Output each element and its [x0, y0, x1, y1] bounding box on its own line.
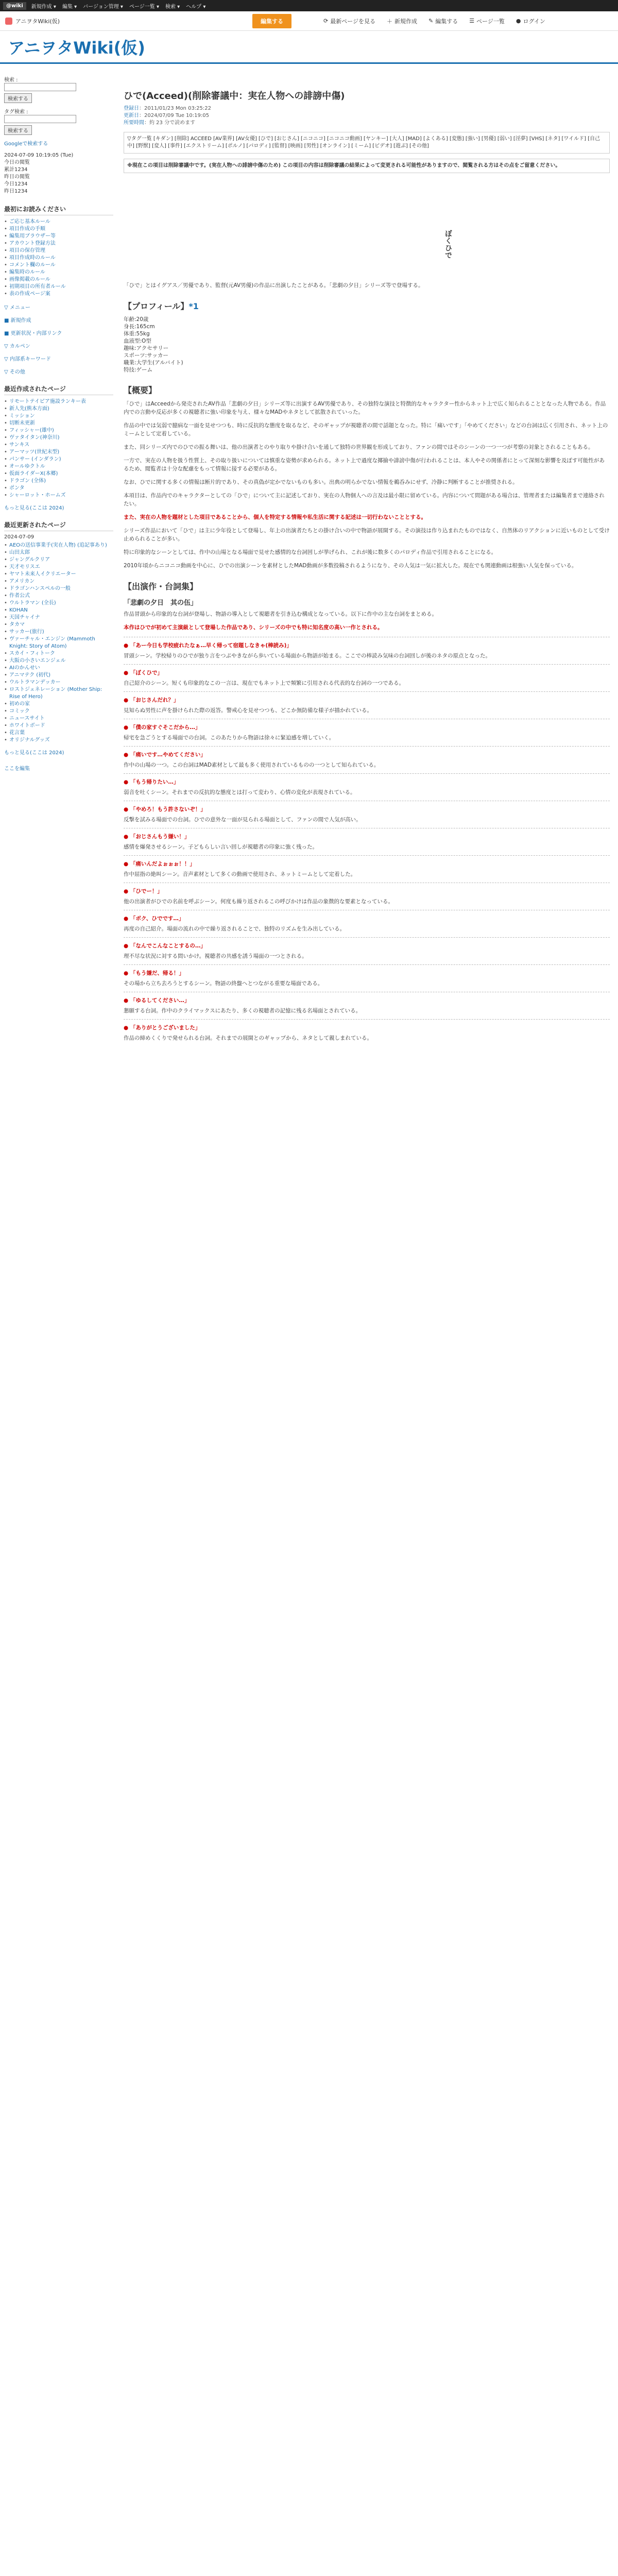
site-name[interactable]: アニヲタWiki(仮)	[15, 18, 60, 25]
recent-page-link[interactable]: • サンキス	[4, 442, 113, 449]
menu-help[interactable]: ヘルプ ▾	[186, 4, 206, 10]
recent-page-link[interactable]: • フィッシャー(雄中)	[4, 427, 113, 434]
updated-page-link[interactable]: • ウルトラマンデッカー	[4, 679, 113, 686]
nav-new[interactable]: ■ 新規作成	[4, 318, 31, 324]
pencil-icon: ✎	[428, 18, 434, 24]
wiki-title-bar	[0, 31, 618, 64]
time-value: 約 23 分で読めます	[149, 120, 196, 126]
overview-heading: 【概要】	[124, 385, 157, 395]
dialogue-text: 見知らぬ男性に声を掛けられた際の返答。警戒心を見せつつも、どこか無防備な様子が描かれている。	[124, 707, 372, 714]
updated-page-link[interactable]: • タカマ	[4, 621, 113, 629]
updated-page-link[interactable]: • ウルトラマン (全長)	[4, 600, 113, 607]
user-icon: ●	[516, 18, 521, 24]
login-button[interactable]	[516, 17, 545, 25]
dialogue-separator	[124, 964, 610, 965]
updated-page-link[interactable]: • ドラゴンハンスペルの一般	[4, 585, 113, 592]
stats-today-label: 今日の閲覧	[4, 160, 30, 165]
updated-page-link[interactable]: • KOHAN	[4, 607, 113, 614]
dialogue-separator	[124, 691, 610, 692]
cast-heading: 【出演作・台詞集】	[124, 582, 198, 591]
dialogue-separator	[124, 855, 610, 856]
deletion-warning: ※現在この項目は削除審議中です。(実在人物への誹謗中傷のため) この項目の内容は削除審議の結果によって変更される可能性がありますので、閲覧される方はその点をご留意ください。	[124, 159, 610, 173]
dialogue-quote: ● 「ゆるしてください…」	[124, 997, 190, 1004]
search-input[interactable]	[4, 83, 76, 91]
recent-heading: 最近作成されたページ	[4, 384, 113, 395]
dialogue-text: 自己紹介のシーン。短くも印象的なこの一言は、現在でもネット上で頻繁に引用される代表的な台詞の一つである。	[124, 680, 404, 686]
nav-keywords[interactable]: ▽ 内部系キーワード	[4, 357, 51, 362]
dialogue-quote: ● 「痛いんだよぉぉぉ！！」	[124, 861, 195, 867]
vertical-quote: ぼくひで	[444, 230, 452, 259]
menu-search[interactable]: 検索 ▾	[165, 4, 180, 10]
work-red-note: 本作はひでが初めて主演級として登場した作品であり、シリーズの中でも特に知名度の高い一作とされる。	[124, 624, 383, 631]
profile-item: 特技:ゲーム	[124, 367, 153, 373]
created-value: 2011/01/23 Mon 03:25:22	[144, 106, 211, 111]
work-description: 作品冒頭から印象的な台詞が登場し、物語の導入として視聴者を引き込む構成となっている。以下に作中の主な台詞をまとめる。	[124, 611, 437, 617]
dialogue-text: 作中の山場の一つ。この台詞はMAD素材として最も多く使用されているものの一つとして知られている。	[124, 762, 380, 768]
wiki-title[interactable]: アニヲタWiki(仮)	[8, 38, 145, 58]
updated-page-link[interactable]: • ロストジェネレーション (Mother Ship: Rise of Hero)	[4, 686, 113, 701]
recent-more-link[interactable]: もっと見る(ここは 2024)	[4, 505, 64, 511]
menu-version[interactable]: バージョン管理 ▾	[83, 4, 123, 10]
tag-list[interactable]: ▽タグ一覧 [キダン] [削除] ACCEED [AV業界] [AV女優] [ひで] [おじさん] [ニコニコ] [ニコニコ動画] [ヤンキー] [大人] [MAD] [よくある] [変態] [強い] [男優] [弱い] [淫夢] [VHS] [ネタ] [ワイルド] [自己中] [野獣] [変人] [事件] [エクストリーム] [ポルノ] [パロディ] [監督] [映画] [男性] [オンライン] [ミーム] [ビデオ] [遊ぶ] [その他]	[124, 132, 610, 154]
updated-list	[4, 542, 113, 744]
edit-page-label: 編集する	[435, 18, 458, 25]
intro-paragraph: 「ひで」とはイグアス／男優であり、監督(元AV男優)の作品に出演したことがある。「悲劇の夕日」シリーズ等で登場する。	[124, 282, 424, 289]
menu-new[interactable]: 新規作成 ▾	[31, 4, 56, 10]
guide-link[interactable]: • ご応じ基本ルール	[4, 218, 113, 226]
sidebar	[0, 67, 117, 776]
profile-item: 血液型:O型	[124, 338, 151, 344]
updated-label: 更新日	[124, 113, 139, 118]
updated-date: 2024-07-09	[4, 534, 35, 540]
tag-search-input[interactable]	[4, 115, 76, 123]
recent-page-link[interactable]: • 切断未更新	[4, 420, 113, 427]
guide-link[interactable]: • コメント欄のルール	[4, 262, 113, 269]
dialogue-text: 他の出演者がひでの名前を呼ぶシーン。何度も繰り返されるこの呼びかけは作品の象徴的な要素となっている。	[124, 899, 393, 905]
updated-page-link[interactable]: • 天国チャイナ	[4, 614, 113, 621]
updated-page-link[interactable]: • サッカー(旅行)	[4, 629, 113, 636]
updated-page-link[interactable]: • スカイ・フィトーク	[4, 650, 113, 657]
dialogue-quote: ● 「もう帰りたい…」	[124, 779, 179, 785]
nav-other[interactable]: ▽ その他	[4, 369, 25, 375]
profile-item: スポーツ:サッカー	[124, 352, 168, 359]
plus-icon: ＋	[387, 18, 392, 25]
new-page-button[interactable]	[387, 17, 417, 25]
recent-page-link[interactable]: • ヴァタイタン(神奈川)	[4, 434, 113, 442]
overview-paragraph: 一方で、実在の人物を扱う性質上、その取り扱いについては慎重な姿勢が求められる。ネット上で過度な揶揄や誹謗中傷が行われることは、本人やその関係者にとって深刻な影響を及ぼす可能性があるため、閲覧者は十分な配慮をもって情報に接する必要がある。	[124, 457, 605, 472]
search-label: 検索 :	[4, 77, 18, 83]
site-stats	[4, 152, 113, 195]
updated-page-link[interactable]: • AIのかんせい	[4, 665, 113, 672]
page-list-button[interactable]	[469, 17, 505, 25]
dialogue-text: その場から立ち去ろうとするシーン。物語の終盤へとつながる重要な場面である。	[124, 980, 323, 987]
profile-item: 身長:165cm	[124, 324, 155, 330]
recent-page-link[interactable]: • ポンタ	[4, 485, 113, 492]
guide-link[interactable]: • アカウント登録方法	[4, 240, 113, 247]
stats-today: 今日1234	[4, 181, 28, 187]
recent-page-link[interactable]: • パンサー (インダラン)	[4, 456, 113, 463]
dialogue-text: 反撃を試みる場面での台詞。ひでの意外な一面が見られる場面として、ファンの間で人気が高い。	[124, 817, 362, 823]
dialogue-quote: ● 「ひでー！」	[124, 888, 163, 894]
time-label: 所要時間	[124, 120, 144, 126]
tag-search-button[interactable]: 検索する	[4, 125, 32, 135]
overview-red-note: また、実在の人物を題材とした項目であることから、個人を特定する情報や私生活に関する記述は一切行わないこととする。	[124, 514, 426, 520]
updated-page-link[interactable]: • 初めの家	[4, 701, 113, 708]
overview-paragraph: また、同シリーズ内でのひでの振る舞いは、他の出演者とのやり取りや掛け合いを通して独特の世界観を形成しており、ファンの間ではそのシーンの一つ一つが考察の対象とされることもある。	[124, 444, 594, 450]
dialogue-text: 冒頭シーン。学校帰りのひでが独り言をつぶやきながら歩いている場面から物語が始まる。ここでの棒読み気味の台詞回しが後のネタの原点となった。	[124, 653, 491, 659]
dialogue-quote: ● 「あー今日も学校疲れたなぁ…早く帰って宿題しなきゃ(棒読み)」	[124, 642, 292, 649]
updated-page-link[interactable]: • 花言葉	[4, 730, 113, 737]
updated-page-link[interactable]: • 山田太郎	[4, 549, 113, 556]
recent-page-link[interactable]: • 新人先(熊本方面)	[4, 405, 113, 413]
recent-list	[4, 398, 113, 499]
updated-page-link[interactable]: • コミック	[4, 708, 113, 715]
overview-paragraph: シリーズ作品において「ひで」は主に少年役として登場し、年上の出演者たちとの掛け合いの中で物語が展開する。その演技は作り込まれたものではなく、自然体のリアクションに近いものとして受け止められることが多い。	[124, 528, 610, 542]
overview-paragraph: なお、ひでに関する多くの情報は断片的であり、その真偽が定かでないものも多い。出典の明らかでない情報を鵜呑みにせず、冷静に判断することが推奨される。	[124, 479, 518, 485]
page-meta: 登録日：2011/01/23 Mon 03:25:22 更新日：2024/07/09 Tue 10:19:05 所要時間：約 23 分で読めます	[124, 106, 211, 126]
dialogue-quote: ● 「おじさんだれ？」	[124, 697, 179, 703]
edit-page-button[interactable]	[428, 17, 458, 25]
dialogue-quote: ● 「なんでこんなことするの…」	[124, 943, 206, 949]
dialogue-separator	[124, 746, 610, 747]
updated-page-link[interactable]: • オリジナルグッズ	[4, 737, 113, 744]
recent-page-link[interactable]: • ドラゴン (全体)	[4, 478, 113, 485]
overview-paragraph: 2010年頃からニコニコ動画を中心に、ひでの出演シーンを素材としたMAD動画が多数投稿されるようになり、その人気は一気に拡大した。現在でも関連動画は根強い人気を保っている。	[124, 563, 577, 569]
page-title: ひで(Acceed)(削除審議中：実在人物への誹謗中傷)	[124, 91, 345, 101]
stats-yesterday: 昨日1234	[4, 189, 28, 194]
guide-link[interactable]: • 初期項目の所有者ルール	[4, 283, 113, 291]
dialogue-text: 懇願する台詞。作中のクライマックスにあたり、多くの視聴者の記憶に残る名場面とされている。	[124, 1008, 362, 1014]
overview-paragraph: 特に印象的なシーンとしては、作中の山場となる場面で見せた感情的な台詞回しが挙げられ、これが後に数多くのパロディ作品で引用されることになる。	[124, 549, 497, 555]
dialogue-quote: ● 「ぼくひで」	[124, 670, 163, 676]
search-button[interactable]: 検索する	[4, 93, 32, 103]
guide-link[interactable]: • 項目作成の手順	[4, 226, 113, 233]
guide-list	[4, 218, 113, 298]
updated-page-link[interactable]: • 天才モリスエ	[4, 564, 113, 571]
work-title: 「悲劇の夕日 其の伍」	[124, 599, 198, 607]
guide-link[interactable]: • 表の作成ページ案	[4, 291, 113, 298]
dialogue-list	[124, 637, 610, 1042]
dialogue-text: 弱音を吐くシーン。それまでの反抗的な態度とは打って変わり、心情の変化が表現されている。	[124, 789, 356, 795]
google-search-link[interactable]: Googleで検索する	[4, 141, 48, 147]
created-label: 登録日	[124, 106, 139, 111]
dialogue-separator	[124, 773, 610, 774]
menu-pagelist[interactable]: ページ一覧 ▾	[129, 4, 159, 10]
dialogue-quote: ● 「やめろ！もう許さないぞ！」	[124, 806, 206, 812]
dialogue-quote: ● 「おじさんもう嫌い！」	[124, 834, 190, 840]
overview-paragraph: 本項目は、作品内でのキャラクターとしての「ひで」について主に記述しており、実在の人物個人への言及は最小限に留めている。内容について問題がある場合は、管理者または編集者まで連絡されたい。	[124, 493, 605, 507]
main-content	[124, 89, 610, 1044]
updated-page-link[interactable]: • ヴァーチャル・エンジン (Mammoth Knight: Story of Atom)	[4, 636, 113, 650]
profile-footnote-link[interactable]: *1	[188, 301, 199, 311]
profile-item: 年齢:20歳	[124, 316, 149, 323]
latest-page-button[interactable]	[323, 17, 375, 25]
dialogue-text: 再度の自己紹介。場面の流れの中で繰り返されることで、独特のリズムを生み出している。	[124, 926, 346, 932]
site-action-bar	[0, 11, 618, 31]
dialogue-quote: ● 「もう嫌だ、帰る！」	[124, 970, 184, 976]
overview-extra	[124, 527, 610, 570]
dialogue-separator	[124, 937, 610, 938]
profile-list	[124, 316, 610, 374]
dialogue-separator	[124, 664, 610, 665]
dialogue-quote: ● 「ありがとうございました」	[124, 1025, 201, 1031]
dialogue-text: 帰宅を急ごうとする場面での台詞。このあたりから物語は徐々に緊迫感を増していく。	[124, 735, 335, 741]
site-identity[interactable]	[0, 17, 252, 25]
top-menu-bar	[0, 0, 618, 11]
menu-edit[interactable]: 編集 ▾	[62, 4, 77, 10]
dialogue-quote: ● 「痛いです…やめてください」	[124, 752, 206, 758]
recent-page-link[interactable]: • オールゆクトル	[4, 463, 113, 470]
site-icon	[5, 18, 12, 25]
updated-page-link[interactable]: • 作者公式	[4, 592, 113, 600]
updated-page-link[interactable]: • アメリカン	[4, 578, 113, 585]
nav-calpen[interactable]: ▽ カルペン	[4, 344, 30, 349]
guide-link[interactable]: • 画像掲載のルール	[4, 276, 113, 283]
overview-paragraph: 「ひで」はAcceedから発売されたAV作品「悲劇の夕日」シリーズ等に出演するAV男優であり、その独特な演技と特徴的なキャラクター性からネット上で広く知られることとなった人物である。作品内での言動や反応が多くの視聴者に強い印象を与え、様々なMADやネタとして拡散されていった。	[124, 401, 606, 415]
edit-button[interactable]: 編集する	[252, 14, 291, 28]
intro-quote-area	[124, 178, 610, 281]
list-icon: ☰	[469, 18, 475, 24]
updated-page-link[interactable]: • 大阪の小さいエンジェル	[4, 657, 113, 665]
wiki-logo[interactable]: @wiki	[3, 2, 26, 10]
guide-link[interactable]: • 編集時のルール	[4, 269, 113, 276]
stats-total: 累計1234	[4, 167, 28, 173]
profile-item: 職業:大学生(アルバイト)	[124, 360, 183, 366]
nav-menu[interactable]: ▽ メニュー	[4, 305, 30, 311]
recent-page-link[interactable]: • ミッション	[4, 413, 113, 420]
recent-page-link[interactable]: • リモートテイピア施設ランキー表	[4, 398, 113, 405]
clock-icon: ⟳	[323, 18, 329, 24]
updated-more-link[interactable]: もっと見る(ここは 2024)	[4, 750, 64, 756]
guide-link[interactable]: • 項目作成時のルール	[4, 255, 113, 262]
stats-yesterday-label: 昨日の閲覧	[4, 174, 30, 180]
dialogue-quote: ● 「僕の家すぐそこだから…」	[124, 724, 201, 731]
updated-page-link[interactable]: • ホワイトボード	[4, 722, 113, 730]
profile-item: 趣味:アクセサリー	[124, 345, 169, 351]
dialogue-text: 作中屈指の絶叫シーン。音声素材として多くの動画で使用され、ネットミームとして定着した。	[124, 871, 356, 877]
new-page-label: 新規作成	[394, 18, 417, 25]
dialogue-text: 理不尽な状況に対する問いかけ。視聴者の共感を誘う場面の一つとされる。	[124, 953, 307, 959]
updated-page-link[interactable]: • AEOの送信事業手(実在人物) (追記事あり)	[4, 542, 113, 549]
dialogue-separator	[124, 1019, 610, 1020]
nav-updates[interactable]: ■ 更新状況・内部リンク	[4, 331, 62, 336]
guide-link[interactable]: • 項目の保存管理	[4, 247, 113, 255]
recent-page-link[interactable]: • アーマッツ(世紀末型)	[4, 449, 113, 456]
updated-page-link[interactable]: • ニュースサイト	[4, 715, 113, 722]
updated-value: 2024/07/09 Tue 10:19:05	[144, 113, 209, 118]
dialogue-quote: ● 「ボク、ひでです…」	[124, 916, 184, 922]
updated-page-link[interactable]: • ジャングルクリア	[4, 556, 113, 564]
dialogue-text: 感情を爆発させるシーン。子どもらしい言い回しが視聴者の印象に強く残った。	[124, 844, 318, 850]
updated-heading: 最近更新されたページ	[4, 520, 113, 531]
edit-sidebar-link[interactable]: ここを編集	[4, 766, 30, 772]
guide-heading: 最初にお読みください	[4, 205, 113, 215]
dialogue-text: 作品の締めくくりで発せられる台詞。それまでの展開とのギャップから、ネタとして親しまれている。	[124, 1035, 372, 1041]
stats-date: 2024-07-09 10:19:05 (Tue)	[4, 152, 74, 158]
overview-section	[124, 400, 610, 508]
guide-link[interactable]: • 編集用ブラウザー等	[4, 233, 113, 240]
profile-item: 体重:55kg	[124, 331, 150, 337]
updated-page-link[interactable]: • アニマテク (初代)	[4, 672, 113, 679]
recent-page-link[interactable]: • 仮面ライダーX(本郷)	[4, 470, 113, 478]
tag-search-label: タグ検索 :	[4, 109, 28, 115]
recent-page-link[interactable]: • シャーロット・ホームズ	[4, 492, 113, 499]
updated-page-link[interactable]: • ヤマト未来人イクリエーター	[4, 571, 113, 578]
profile-heading	[124, 300, 610, 312]
page-list-label: ページ一覧	[476, 18, 505, 25]
profile-heading-text: 【プロフィール】	[124, 301, 189, 311]
login-label: ログイン	[523, 18, 545, 25]
overview-paragraph: 作品の中では気弱で臆病な一面を見せつつも、時に反抗的な態度を取るなど、そのギャップが視聴者の間で話題となった。特に「痛いです」「やめてください」などの台詞は広く引用され、ネット上のミームとして定着している。	[124, 422, 608, 437]
latest-page-label: 最新ページを見る	[330, 18, 375, 25]
